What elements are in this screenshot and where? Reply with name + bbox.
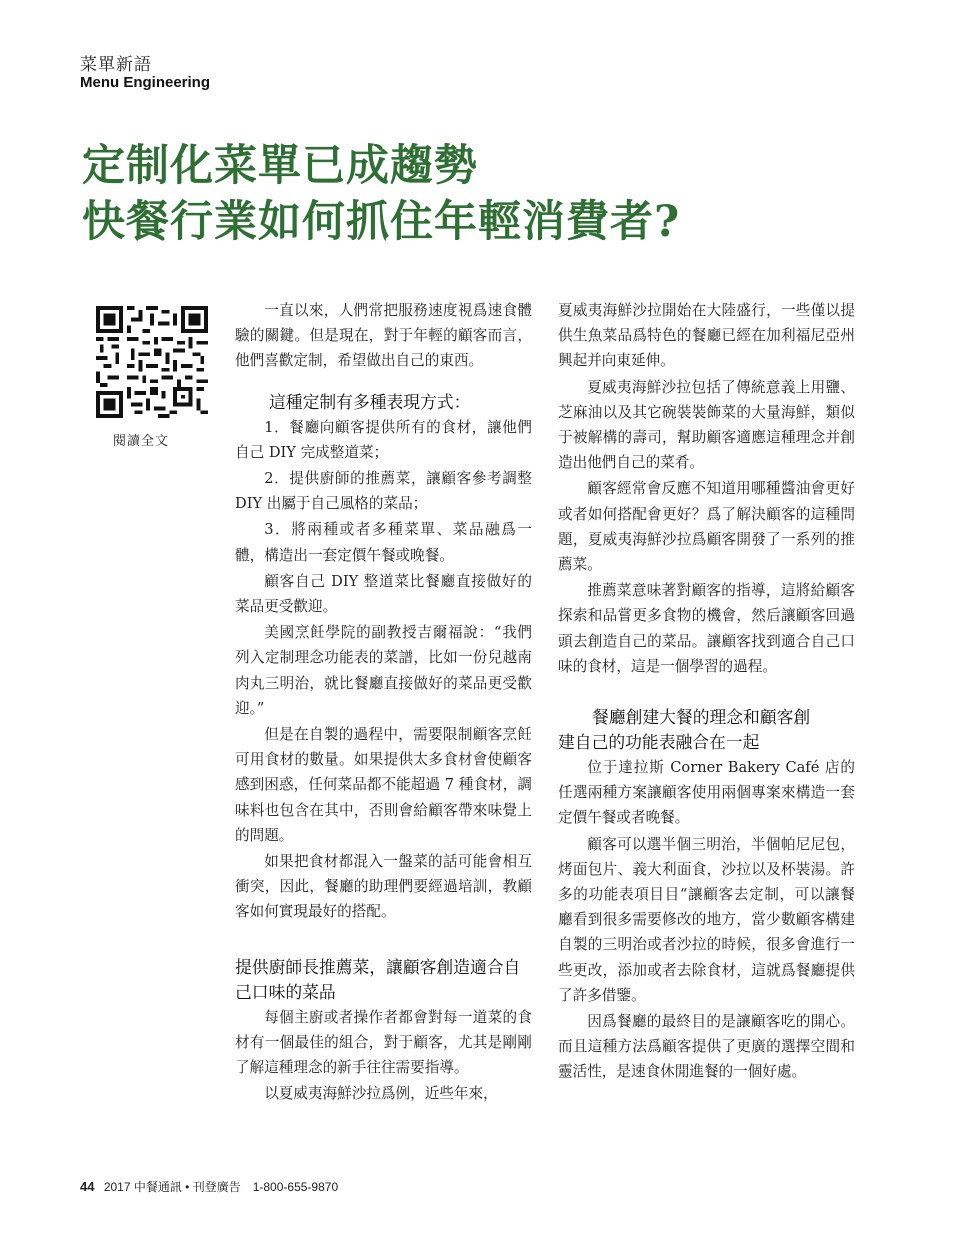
page-number: 44 xyxy=(80,1179,95,1194)
paragraph: 推薦菜意味著對顧客的指導，這將給顧客探索和品嘗更多食物的機會，然后讓顧客回過頭去創造自己的菜品。讓顧客找到適合自己口味的食材，這是一個學習的過程。 xyxy=(558,582,855,675)
subheading-line-1: 餐廳創建大餐的理念和顧客創 xyxy=(592,707,811,728)
section-label-zh: 菜單新語 xyxy=(80,55,152,75)
article-title-line-1: 定制化菜單已成趨勢 xyxy=(82,141,478,191)
paragraph: 3．將兩種或者多種菜單、菜品融爲一體，構造出一套定價午餐或晚餐。 xyxy=(235,521,532,564)
paragraph: 但是在自製的過程中，需要限制顧客烹飪可用食材的數量。如果提供太多食材會使顧客感到困惑，任何菜品都不能超過 7 種食材，調味料也包含在其中，否則會給顧客帶來味覺上的問題。 xyxy=(235,726,532,844)
qr-caption: 閱讀全文 xyxy=(113,434,170,449)
paragraph: 每個主廚或者操作者都會對每一道菜的食材有一個最佳的組合，對于顧客，尤其是剛剛了解這種理念的新手往往需要指導。 xyxy=(235,1008,532,1077)
article-column-2 xyxy=(558,298,855,1086)
subheading: 這種定制有多種表現方式： xyxy=(269,391,471,412)
paragraph: 美國烹飪學院的副教授吉爾福說：“我們列入定制理念功能表的菜譜，比如一份兒越南肉丸三明治，就比餐廳直接做好的菜品更受歡迎。” xyxy=(235,624,532,717)
paragraph: 位于達拉斯 Corner Bakery Café 店的任選兩種方案讓顧客使用兩個專案來構造一套定價午餐或者晚餐。 xyxy=(558,759,855,827)
subheading-line-2: 建自己的功能表融合在一起 xyxy=(558,732,760,753)
paragraph: 顧客經常會反應不知道用哪種醬油會更好或者如何搭配會更好？爲了解決顧客的這種問題，夏威夷海鮮沙拉爲顧客開發了一系列的推薦菜。 xyxy=(558,480,855,574)
paragraph: 顧客可以選半個三明治，半個帕尼尼包，烤面包片、義大利面食，沙拉以及杯裝湯。許多的功能表項目目“讓顧客去定制，可以讓餐廳看到很多需要修改的地方，當少數顧客構建自製的三明治或者沙拉的時候，很多會進行一些更改，添加或者去除食材，這就爲餐廳提供了許多借鑒。 xyxy=(558,835,855,1004)
subheading xyxy=(558,705,855,755)
page-footer xyxy=(80,1178,338,1195)
section-label-en: Menu Engineering xyxy=(80,74,211,91)
paragraph: 2．提供廚師的推薦菜，讓顧客參考調整 DIY 出屬于自己風格的菜品； xyxy=(235,470,532,513)
qr-code-icon[interactable] xyxy=(96,306,208,418)
subheading: 提供廚師長推薦菜，讓顧客創造適合自己口味的菜品 xyxy=(235,956,521,1002)
paragraph: 顧客自己 DIY 整道菜比餐廳直接做好的菜品更受歡迎。 xyxy=(235,572,532,616)
article-title-line-2: 快餐行業如何抓住年輕消費者? xyxy=(82,197,681,247)
article-column-1 xyxy=(235,298,532,1107)
paragraph: 以夏威夷海鮮沙拉爲例，近些年來， xyxy=(264,1085,498,1103)
paragraph: 一直以來，人們常把服務速度視爲速食體驗的關鍵。但是現在，對于年輕的顧客而言，他們喜歡定制，希望做出自己的東西。 xyxy=(235,302,532,370)
paragraph: 1．餐廳向顧客提供所有的食材，讓他們自己 DIY 完成整道菜； xyxy=(235,418,532,461)
footer-text: 2017 中餐通訊 • 刊登廣告 1-800-655-9870 xyxy=(103,1180,339,1194)
article-title xyxy=(82,138,680,250)
paragraph: 因爲餐廳的最終目的是讓顧客吃的開心。而且這種方法爲顧客提供了更廣的選擇空間和靈活性，是速食休閒進餐的一個好處。 xyxy=(558,1013,855,1081)
paragraph: 如果把食材都混入一盤菜的話可能會相互衝突，因此，餐廳的助理們要經過培訓，教顧客如何實現最好的搭配。 xyxy=(235,853,532,921)
paragraph: 夏威夷海鮮沙拉開始在大陸盛行，一些僅以提供生魚菜品爲特色的餐廳已經在加利福尼亞州興起并向東延伸。 xyxy=(558,302,855,370)
paragraph: 夏威夷海鮮沙拉包括了傳統意義上用鹽、芝麻油以及其它碗裝裝飾菜的大量海鮮，類似于被解構的壽司，幫助顧客適應這種理念并創造出他們自己的菜肴。 xyxy=(558,378,855,472)
